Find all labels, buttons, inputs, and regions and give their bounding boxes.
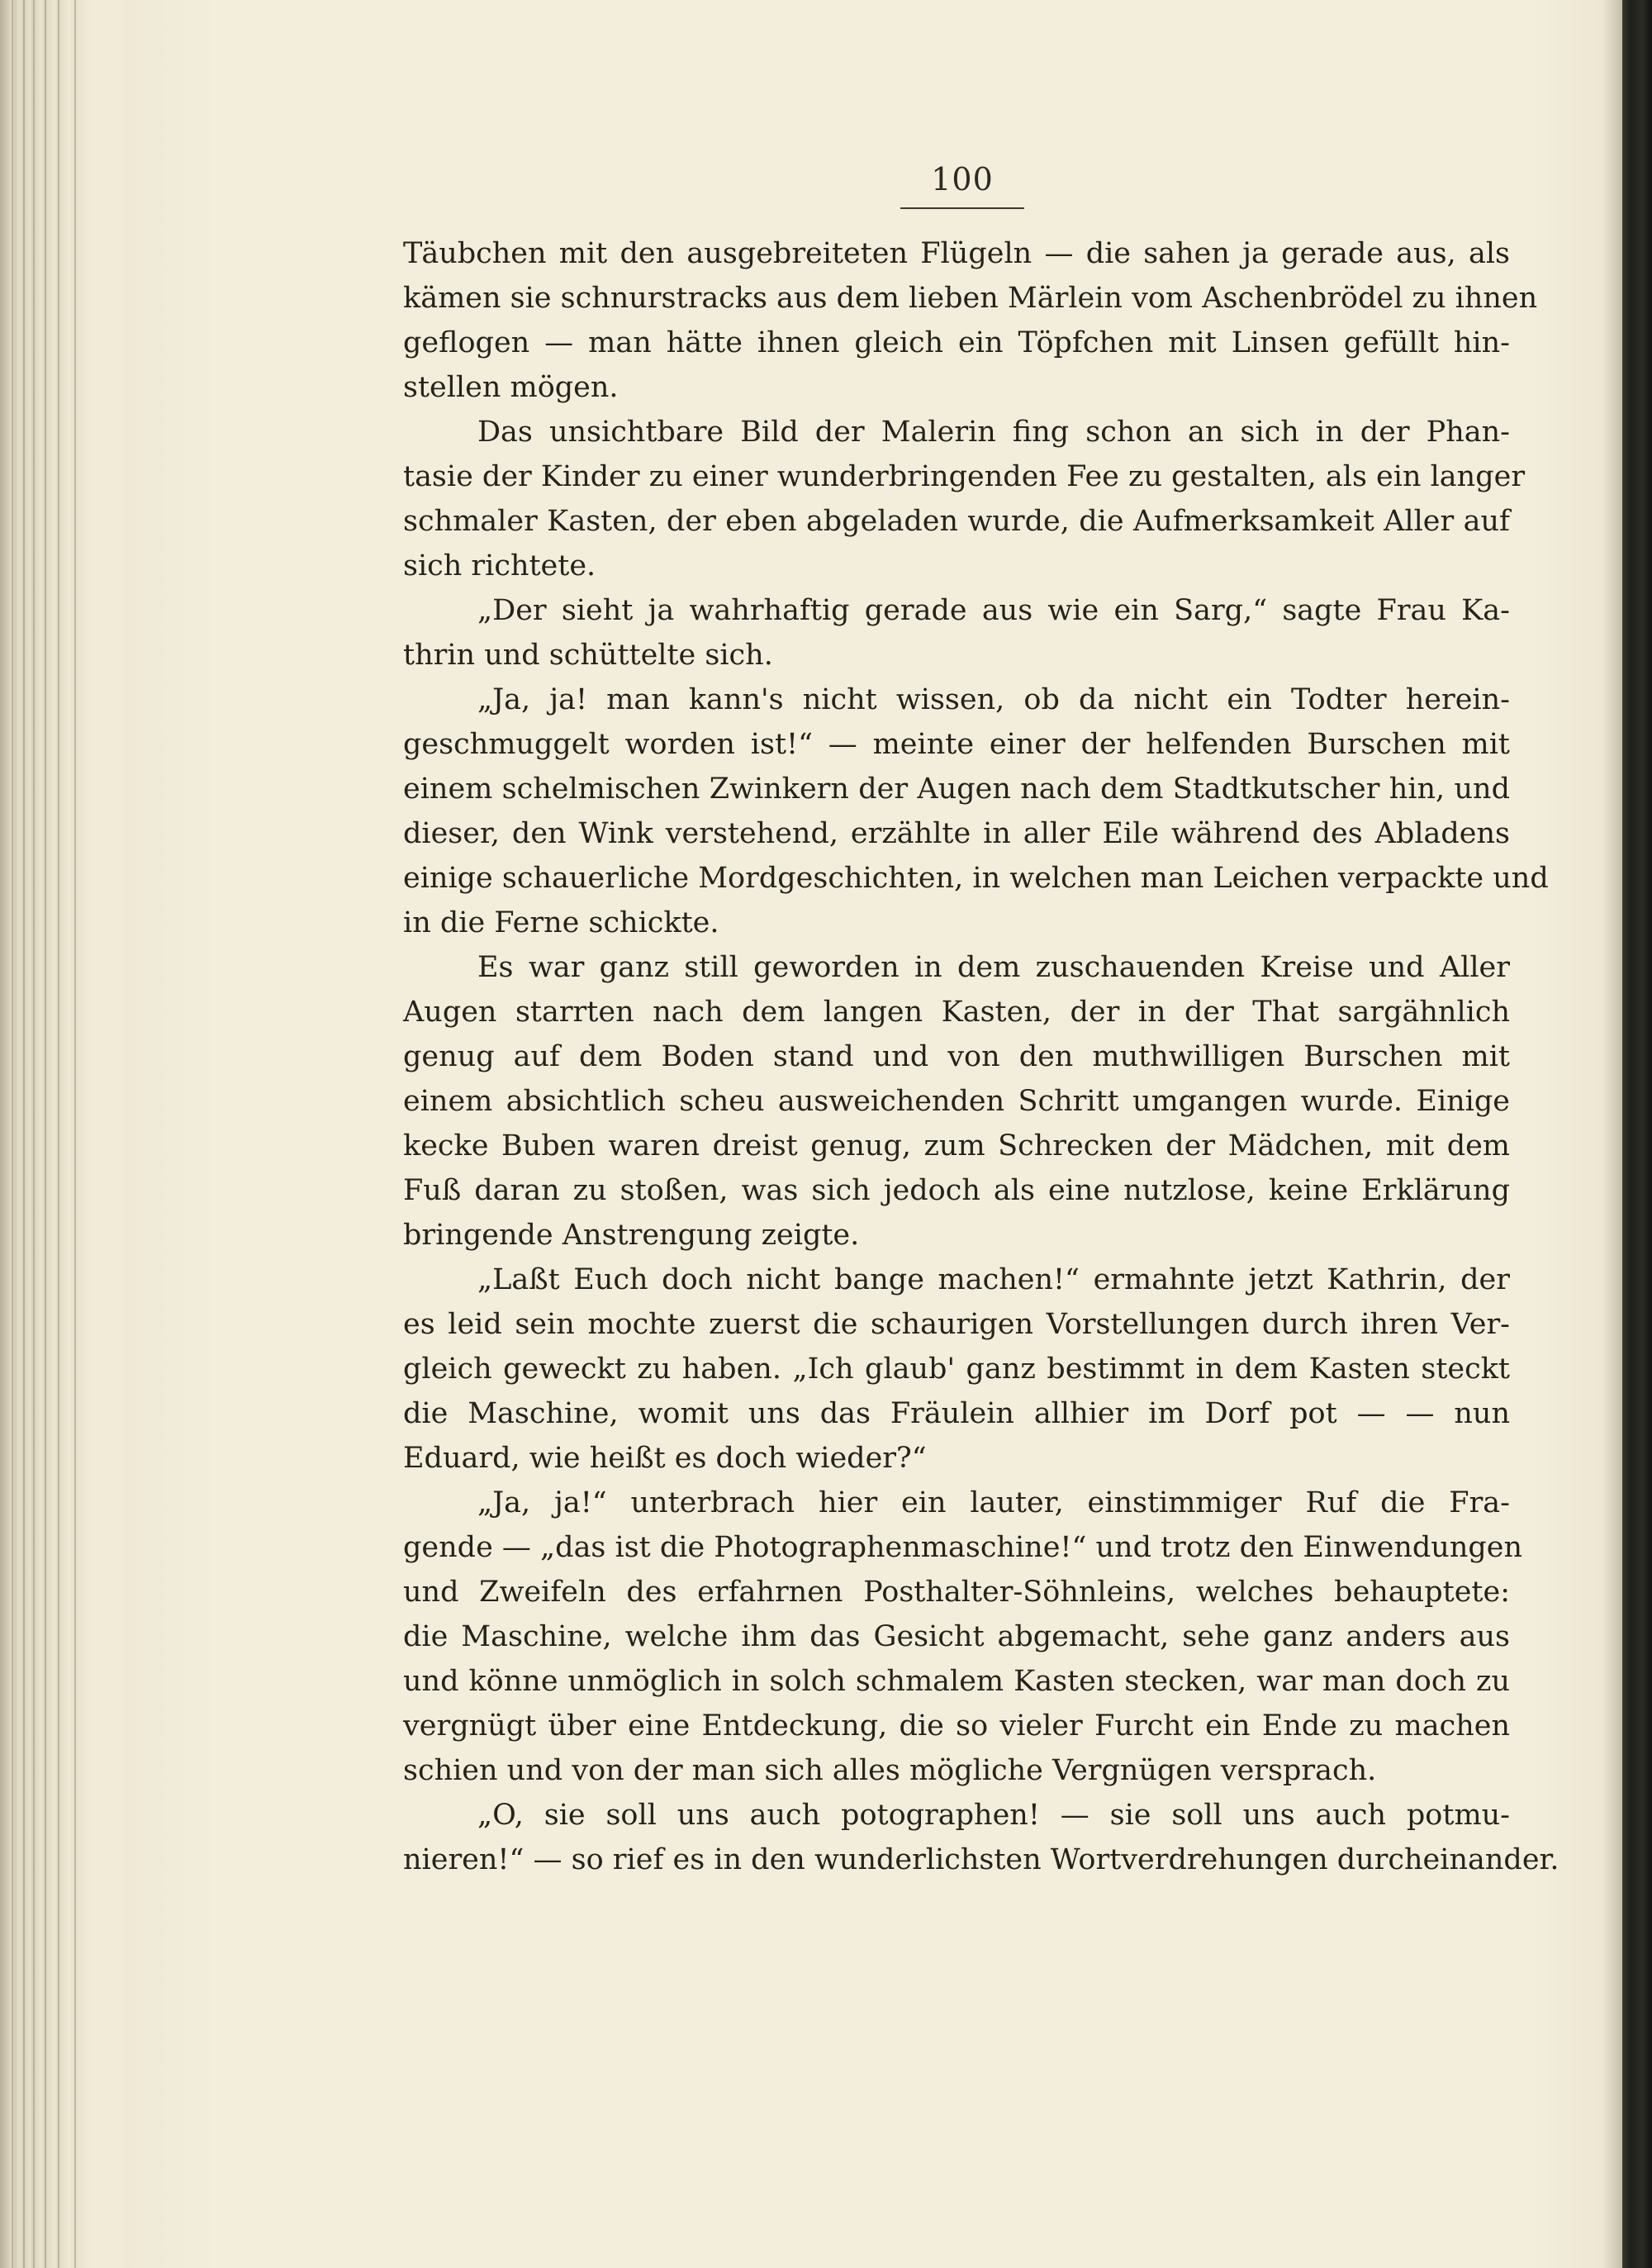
text-line: „O, sie soll uns auch potographen! — sie soll uns auch potmu- [477,1799,1510,1832]
text-line: dieser, den Wink verstehend, erzählte in aller Eile während des Abladens [403,817,1510,850]
text-line: bringende Anstrengung zeigte. [403,1219,860,1252]
text-line: sich richtete. [403,549,596,582]
page-edge-line [58,0,59,2268]
text-line: die Maschine, womit uns das Fräulein allhier im Dorf pot — — nun [403,1397,1510,1430]
text-line: „Ja, ja!“ unterbrach hier ein lauter, einstimmiger Ruf die Fra- [477,1486,1510,1519]
text-line: vergnügt über eine Entdeckung, die so vieler Furcht ein Ende zu machen [403,1709,1510,1743]
page-edge-line [23,0,25,2268]
page-edge-line [45,0,46,2268]
text-line: genug auf dem Boden stand und von den muthwilligen Burschen mit [403,1040,1510,1073]
text-line: die Maschine, welche ihm das Gesicht abgemacht, sehe ganz anders aus [403,1620,1510,1653]
text-line: Täubchen mit den ausgebreiteten Flügeln — die sahen ja gerade aus, als [403,237,1510,270]
text-line: es leid sein mochte zuerst die schaurigen Vorstellungen durch ihren Ver- [403,1308,1510,1341]
text-line: „Ja, ja! man kann's nicht wissen, ob da nicht ein Todter herein- [477,683,1510,716]
stacked-page-edges [0,0,140,2268]
text-line: gende — „das ist die Photographenmaschine!“ und trotz den Einwendungen [403,1531,1523,1564]
book-binding [1622,0,1652,2268]
text-line: nieren!“ — so rief es in den wunderlichsten Wortverdrehungen durcheinander. [403,1843,1559,1876]
page-edge-line [12,0,13,2268]
text-line: Fuß daran zu stoßen, was sich jedoch als eine nutzlose, keine Erklärung [403,1174,1510,1207]
page-edge-line [33,0,35,2268]
text-line: stellen mögen. [403,371,619,404]
text-line: gleich geweckt zu haben. „Ich glaub' ganz bestimmt in dem Kasten steckt [403,1353,1510,1386]
page-number: 100 [931,161,994,197]
gutter-shadow [1602,0,1622,2268]
page-header [900,161,1024,209]
text-line: kecke Buben waren dreist genug, zum Schrecken der Mädchen, mit dem [403,1129,1510,1163]
text-line: schmaler Kasten, der eben abgeladen wurde, die Aufmerksamkeit Aller auf [403,505,1510,538]
text-line: geschmuggelt worden ist!“ — meinte einer der helfenden Burschen mit [403,728,1510,761]
text-line: einem absichtlich scheu ausweichenden Schritt umgangen wurde. Einige [403,1085,1510,1118]
text-line: schien und von der man sich alles mögliche Vergnügen versprach. [403,1754,1377,1787]
text-line: Augen starrten nach dem langen Kasten, der in der That sargähnlich [403,996,1510,1029]
text-line: thrin und schüttelte sich. [403,639,773,672]
text-line: Es war ganz still geworden in dem zuschauenden Kreise und Aller [477,951,1510,984]
text-line: in die Ferne schickte. [403,906,719,939]
text-line: „Der sieht ja wahrhaftig gerade aus wie ein Sarg,“ sagte Frau Ka- [477,594,1510,627]
page-edge-line [74,0,76,2268]
text-line: geflogen — man hätte ihnen gleich ein Töpfchen mit Linsen gefüllt hin- [403,326,1510,359]
text-line: einem schelmischen Zwinkern der Augen nach dem Stadtkutscher hin, und [403,773,1510,806]
text-line: kämen sie schnurstracks aus dem lieben Märlein vom Aschenbrödel zu ihnen [403,282,1538,315]
header-rule [900,207,1024,209]
text-line: und Zweifeln des erfahrnen Posthalter-Söhnleins, welches behauptete: [403,1576,1510,1609]
text-line: Eduard, wie heißt es doch wieder?“ [403,1442,927,1475]
text-line: „Laßt Euch doch nicht bange machen!“ ermahnte jetzt Kathrin, der [477,1263,1510,1296]
text-line: einige schauerliche Mordgeschichten, in welchen man Leichen verpackte und [403,862,1549,895]
text-line: tasie der Kinder zu einer wunderbringenden Fee zu gestalten, als ein langer [403,460,1526,493]
text-line: und könne unmöglich in solch schmalem Kasten stecken, war man doch zu [403,1665,1510,1698]
text-line: Das unsichtbare Bild der Malerin fing schon an sich in der Phan- [477,416,1510,449]
body-text [403,231,1559,1882]
